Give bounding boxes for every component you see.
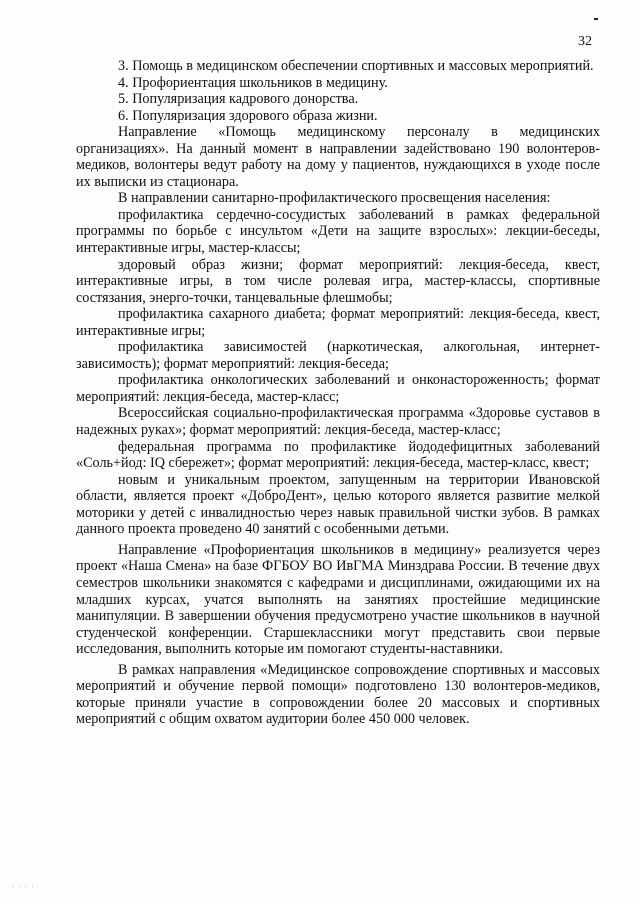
- paragraph-addictions: профилактика зависимостей (наркотическая, алкогольная, интернет-зависимость); формат мероприятий: лекция-беседа;: [76, 339, 600, 372]
- paragraph-oncology: профилактика онкологических заболеваний и онконастороженность; формат мероприятий: лекция-беседа, мастер-класс;: [76, 372, 600, 405]
- page-number: 32: [578, 34, 592, 49]
- paragraph-healthy-lifestyle: здоровый образ жизни; формат мероприятий: лекция-беседа, квест, интерактивные игры, в том числе ролевая игра, мастер-классы, спортивные состязания, энерго-точки, танцевальные флешмобы;: [76, 256, 600, 306]
- list-item-3: 3. Помощь в медицинском обеспечении спортивных и массовых мероприятий.: [118, 58, 594, 74]
- paragraph-iodine: федеральная программа по профилактике йододефицитных заболеваний «Соль+йод: IQ сбережет»; формат мероприятий: лекция-беседа, мастер-класс, квест;: [76, 438, 600, 472]
- list-item-4: 4. Профориентация школьников в медицину.: [118, 74, 388, 91]
- paragraph-cardiovascular: профилактика сердечно-сосудистых заболеваний в рамках федеральной программы по борьбе с инсультом «Дети на защите взрослых»: лекции-беседы, интерактивные игры, мастер-классы;: [76, 206, 600, 257]
- paragraph-joint-health: Всероссийская социально-профилактическая программа «Здоровье суставов в надежных руках»; формат мероприятий: лекция-беседа, мастер-класс;: [76, 405, 600, 439]
- corner-mark: [594, 18, 598, 20]
- list-item-6: 6. Популяризация здорового образа жизни.: [118, 107, 378, 124]
- paragraph-event-support: В рамках направления «Медицинское сопровождение спортивных и массовых мероприятий и обучение первой помощи» подготовлено 130 волонтеров-медиков, которые приняли участие в сопровождении более 20 массовых и спортивных мероприятий с общим охватом аудитории более 450 000 человек.: [76, 661, 600, 728]
- list-item-5: 5. Популяризация кадрового донорства.: [118, 91, 359, 108]
- paragraph-medical-staff-help: Направление «Помощь медицинскому персоналу в медицинских организациях». На данный момент в направлении задействовано 190 волонтеров-медиков, волонтеры ведут работу на дому у пациентов, нуждающихся в уходе после их выписки из стационара.: [76, 124, 600, 190]
- paragraph-sanitary-education-intro: В направлении санитарно-профилактического просвещения населения:: [118, 190, 551, 207]
- paragraph-career-guidance: Направление «Профориентация школьников в медицину» реализуется через проект «Наша Смена» на базе ФГБОУ ВО ИвГМА Минздрава России. В течение двух семестров школьники знакомятся с кафедрами и дисциплинами, ожидающими их на младших курсах, учатся выполнять на занятиях простейшие медицинские манипуляции. В завершении обучения предусмотрено участие школьников в научной студенческой конференции. Старшеклассники могут представить свои первые исследования, выполнить которые им помогают студенты-наставники.: [76, 541, 600, 658]
- paragraph-diabetes: профилактика сахарного диабета; формат мероприятий: лекция-беседа, квест, интерактивные игры;: [76, 306, 600, 339]
- scan-footer-mark: · · · ·: [12, 883, 35, 891]
- document-body: [76, 58, 600, 728]
- paragraph-dobrodent: новым и уникальным проектом, запущенным на территории Ивановской области, является проект «ДоброДент», целью которого является развитие мелкой моторики у детей с инвалидностью через навык правильной чистки зубов. В рамках данного проекта проведено 40 занятий с особенными детьми.: [76, 471, 600, 538]
